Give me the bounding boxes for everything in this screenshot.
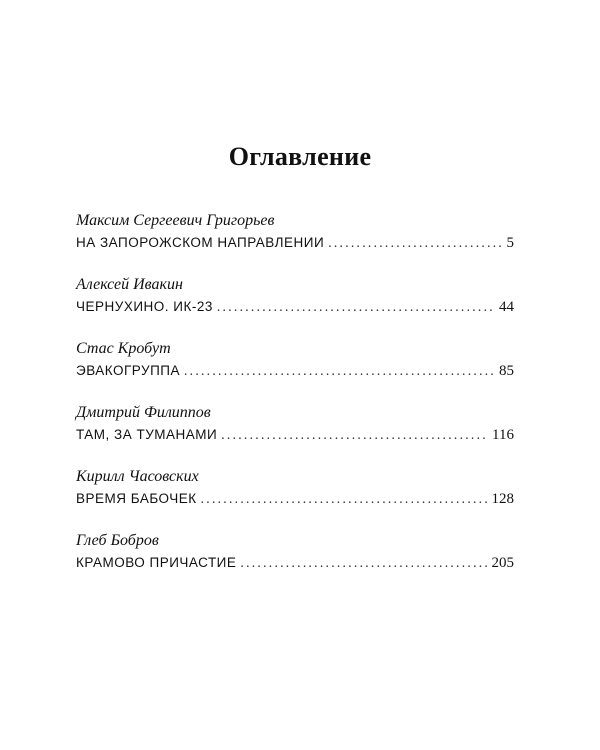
entry-author: Дмитрий Филиппов (76, 404, 211, 421)
entry-line (76, 552, 514, 574)
entry-author: Стас Кробут (76, 340, 171, 357)
page-title: Оглавление (228, 142, 372, 171)
entry-page-number: 205 (491, 555, 514, 571)
entry-author: Кирилл Часовских (76, 468, 199, 485)
toc-entry (76, 274, 514, 338)
dot-leader (221, 424, 488, 446)
entry-page-number: 85 (499, 363, 514, 379)
toc-entry (76, 530, 514, 594)
dot-leader (328, 232, 502, 254)
entry-author: Алексей Ивакин (76, 276, 183, 293)
dot-leader (201, 488, 488, 510)
dot-leader (184, 360, 495, 382)
entry-page-number: 44 (499, 299, 514, 315)
entry-author: Максим Сергеевич Григорьев (76, 212, 275, 229)
entry-page-number: 5 (506, 235, 514, 251)
entry-line (76, 488, 514, 510)
entry-story-title: ТАМ, ЗА ТУМАНАМИ (76, 427, 218, 442)
entry-story-title: КРАМОВО ПРИЧАСТИЕ (76, 555, 237, 570)
entry-story-title: ВРЕМЯ БАБОЧЕК (76, 491, 197, 506)
entry-line (76, 424, 514, 446)
entry-story-title: НА ЗАПОРОЖСКОМ НАПРАВЛЕНИИ (76, 235, 325, 250)
toc-entry (76, 338, 514, 402)
entry-line (76, 296, 514, 318)
toc-entry (76, 210, 514, 274)
toc-entry (76, 402, 514, 466)
entry-author: Глеб Бобров (76, 532, 159, 549)
entry-line (76, 232, 514, 254)
entry-page-number: 116 (492, 427, 514, 443)
entry-story-title: ЭВАКОГРУППА (76, 363, 180, 378)
dot-leader (217, 296, 495, 318)
entry-page-number: 128 (491, 491, 514, 507)
dot-leader (240, 552, 487, 574)
table-of-contents (76, 210, 514, 594)
toc-entry (76, 466, 514, 530)
entry-story-title: ЧЕРНУХИНО. ИК-23 (76, 299, 213, 314)
entry-line (76, 360, 514, 382)
